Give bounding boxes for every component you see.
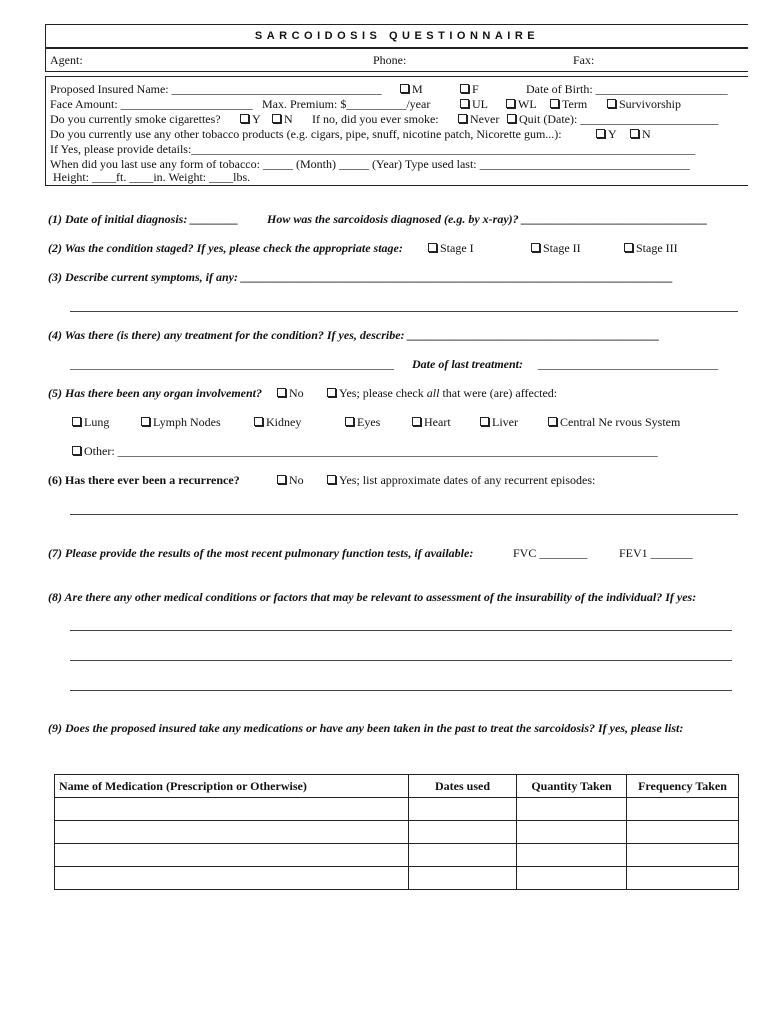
col-header-quantity: Quantity Taken	[517, 775, 627, 798]
checkbox-icon[interactable]	[630, 129, 639, 138]
checkbox-icon[interactable]	[400, 84, 409, 93]
checkbox-icon[interactable]	[596, 129, 605, 138]
q7-pulmonary-tests: (7) Please provide the results of the most recent pulmonary function tests, if available:	[48, 546, 474, 560]
frequency-cell[interactable]	[627, 867, 739, 890]
medication-cell[interactable]	[55, 844, 409, 867]
stage-2-option[interactable]: Stage II	[531, 241, 581, 256]
medication-cell[interactable]	[55, 821, 409, 844]
checkbox-icon[interactable]	[506, 99, 515, 108]
frequency-cell[interactable]	[627, 798, 739, 821]
plan-ul-option[interactable]: UL	[460, 97, 488, 112]
medications-table	[54, 774, 739, 890]
quantity-cell[interactable]	[517, 844, 627, 867]
organ-cns-option[interactable]: Central Ne rvous System	[548, 415, 680, 430]
checkbox-icon[interactable]	[460, 99, 469, 108]
emphasis-all: all	[426, 386, 440, 400]
fax-label: Fax:	[573, 53, 595, 67]
frequency-cell[interactable]	[627, 821, 739, 844]
phone-label: Phone:	[373, 53, 407, 67]
plan-survivorship-option[interactable]: Survivorship	[607, 97, 681, 112]
last-tobacco-use-field[interactable]: When did you last use any form of tobacco: _____ (Month) _____ (Year) Type used last: ___________________________________	[50, 157, 690, 171]
checkbox-icon[interactable]	[272, 114, 281, 123]
organ-eyes-option[interactable]: Eyes	[345, 415, 380, 430]
quantity-cell[interactable]	[517, 867, 627, 890]
checkbox-icon[interactable]	[412, 417, 421, 426]
table-row	[55, 798, 739, 821]
q6-no-option[interactable]: No	[277, 473, 304, 488]
table-header-row	[55, 775, 739, 798]
checkbox-icon[interactable]	[531, 243, 540, 252]
checkbox-icon[interactable]	[480, 417, 489, 426]
stage-3-option[interactable]: Stage III	[624, 241, 678, 256]
agent-contact-row	[45, 48, 748, 72]
dates-cell[interactable]	[409, 867, 517, 890]
plan-term-option[interactable]: Term	[550, 97, 587, 112]
organ-kidney-option[interactable]: Kidney	[254, 415, 301, 430]
ever-smoke-question: If no, did you ever smoke:	[312, 112, 439, 126]
checkbox-icon[interactable]	[277, 388, 286, 397]
col-header-frequency: Frequency Taken	[627, 775, 739, 798]
checkbox-icon[interactable]	[72, 446, 81, 455]
q8-other-conditions: (8) Are there any other medical conditions or factors that may be relevant to assessment of the insurability of the individual? If yes:	[48, 590, 697, 604]
dates-cell[interactable]	[409, 844, 517, 867]
checkbox-icon[interactable]	[254, 417, 263, 426]
col-header-medication: Name of Medication (Prescription or Otherwise)	[55, 775, 409, 798]
dates-cell[interactable]	[409, 821, 517, 844]
dob-field[interactable]: Date of Birth: ______________________	[526, 82, 728, 96]
gender-f-option[interactable]: F	[460, 82, 479, 97]
agent-label: Agent:	[50, 53, 83, 67]
col-header-dates: Dates used	[409, 775, 517, 798]
checkbox-icon[interactable]	[607, 99, 616, 108]
q2-staging-question: (2) Was the condition staged? If yes, please check the appropriate stage:	[48, 241, 403, 255]
checkbox-icon[interactable]	[458, 114, 467, 123]
organ-liver-option[interactable]: Liver	[480, 415, 518, 430]
q6-yes-option[interactable]: Yes; list approximate dates of any recurrent episodes:	[327, 473, 595, 488]
never-option[interactable]: Never	[458, 112, 499, 127]
tobacco-yes-option[interactable]: Y	[596, 127, 617, 142]
height-weight-field[interactable]: Height: ____ft. ____in. Weight: ____lbs.	[53, 170, 251, 184]
q3-answer-line[interactable]	[70, 311, 738, 312]
q4-answer-line[interactable]: ______________________________________________________	[70, 357, 394, 371]
applicant-info-box	[45, 76, 748, 186]
q1-diagnosis-method[interactable]: How was the sarcoidosis diagnosed (e.g. by x-ray)? _______________________________	[267, 212, 708, 226]
checkbox-icon[interactable]	[550, 99, 559, 108]
q5-no-option[interactable]: No	[277, 386, 304, 401]
checkbox-icon[interactable]	[507, 114, 516, 123]
table-row	[55, 844, 739, 867]
q7-fev1-field[interactable]: FEV1 _______	[619, 546, 693, 560]
checkbox-icon[interactable]	[327, 475, 336, 484]
q8-answer-line-2[interactable]	[70, 660, 732, 661]
smoke-question: Do you currently smoke cigarettes?	[50, 112, 221, 126]
plan-wl-option[interactable]: WL	[506, 97, 537, 112]
organ-heart-option[interactable]: Heart	[412, 415, 451, 430]
q9-medications: (9) Does the proposed insured take any medications or have any been taken in the past to treat the sarcoidosis? If yes, please list:	[48, 721, 684, 735]
q1-diagnosis-date[interactable]: (1) Date of initial diagnosis: ________	[48, 212, 239, 226]
dates-cell[interactable]	[409, 798, 517, 821]
q6-recurrence: (6) Has there ever been a recurrence?	[48, 473, 240, 487]
face-amount-field[interactable]: Face Amount: ______________________	[50, 97, 253, 111]
q5-yes-option[interactable]: Yes; please check all that were (are) affected:	[327, 386, 557, 401]
checkbox-icon[interactable]	[277, 475, 286, 484]
q7-fvc-field[interactable]: FVC ________	[513, 546, 588, 560]
checkbox-icon[interactable]	[72, 417, 81, 426]
gender-m-option[interactable]: M	[400, 82, 423, 97]
q4-last-treatment-field[interactable]: ______________________________	[538, 357, 718, 371]
organ-lung-option[interactable]: Lung	[72, 415, 109, 430]
form-title: SARCOIDOSIS QUESTIONNAIRE	[45, 24, 748, 48]
organ-other-option[interactable]: Other: __________________________________________________________________________________________	[72, 444, 658, 459]
q6-answer-line[interactable]	[70, 514, 738, 515]
insured-name-field[interactable]: Proposed Insured Name: ___________________________________	[50, 82, 382, 96]
quantity-cell[interactable]	[517, 798, 627, 821]
max-premium-field[interactable]: Max. Premium: $__________/year	[262, 97, 431, 111]
frequency-cell[interactable]	[627, 844, 739, 867]
table-row	[55, 867, 739, 890]
checkbox-icon[interactable]	[460, 84, 469, 93]
checkbox-icon[interactable]	[345, 417, 354, 426]
checkbox-icon[interactable]	[428, 243, 437, 252]
stage-1-option[interactable]: Stage I	[428, 241, 474, 256]
checkbox-icon[interactable]	[141, 417, 150, 426]
quit-option[interactable]: Quit (Date): _______________________	[507, 112, 718, 127]
checkbox-icon[interactable]	[240, 114, 249, 123]
q8-answer-line-1[interactable]	[70, 630, 732, 631]
quantity-cell[interactable]	[517, 821, 627, 844]
medication-cell[interactable]	[55, 798, 409, 821]
tobacco-question: Do you currently use any other tobacco products (e.g. cigars, pipe, snuff, nicotine patch, Nicorette gum...):	[50, 127, 562, 141]
tobacco-no-option[interactable]: N	[630, 127, 651, 142]
checkbox-icon[interactable]	[327, 388, 336, 397]
smoke-yes-option[interactable]: Y	[240, 112, 261, 127]
checkbox-icon[interactable]	[624, 243, 633, 252]
q3-symptoms[interactable]: (3) Describe current symptoms, if any: ________________________________________________________________________	[48, 270, 673, 284]
q4-last-treatment-label: Date of last treatment:	[412, 357, 523, 371]
q4-treatment[interactable]: (4) Was there (is there) any treatment for the condition? If yes, describe: __________________________________________	[48, 328, 660, 342]
checkbox-icon[interactable]	[548, 417, 557, 426]
q5-organ-involvement: (5) Has there been any organ involvement?	[48, 386, 262, 400]
organ-lymph-option[interactable]: Lymph Nodes	[141, 415, 221, 430]
smoke-no-option[interactable]: N	[272, 112, 293, 127]
table-row	[55, 821, 739, 844]
tobacco-details-field[interactable]: If Yes, please provide details:____________________________________________________________________________________	[50, 142, 696, 156]
medication-cell[interactable]	[55, 867, 409, 890]
q8-answer-line-3[interactable]	[70, 690, 732, 691]
